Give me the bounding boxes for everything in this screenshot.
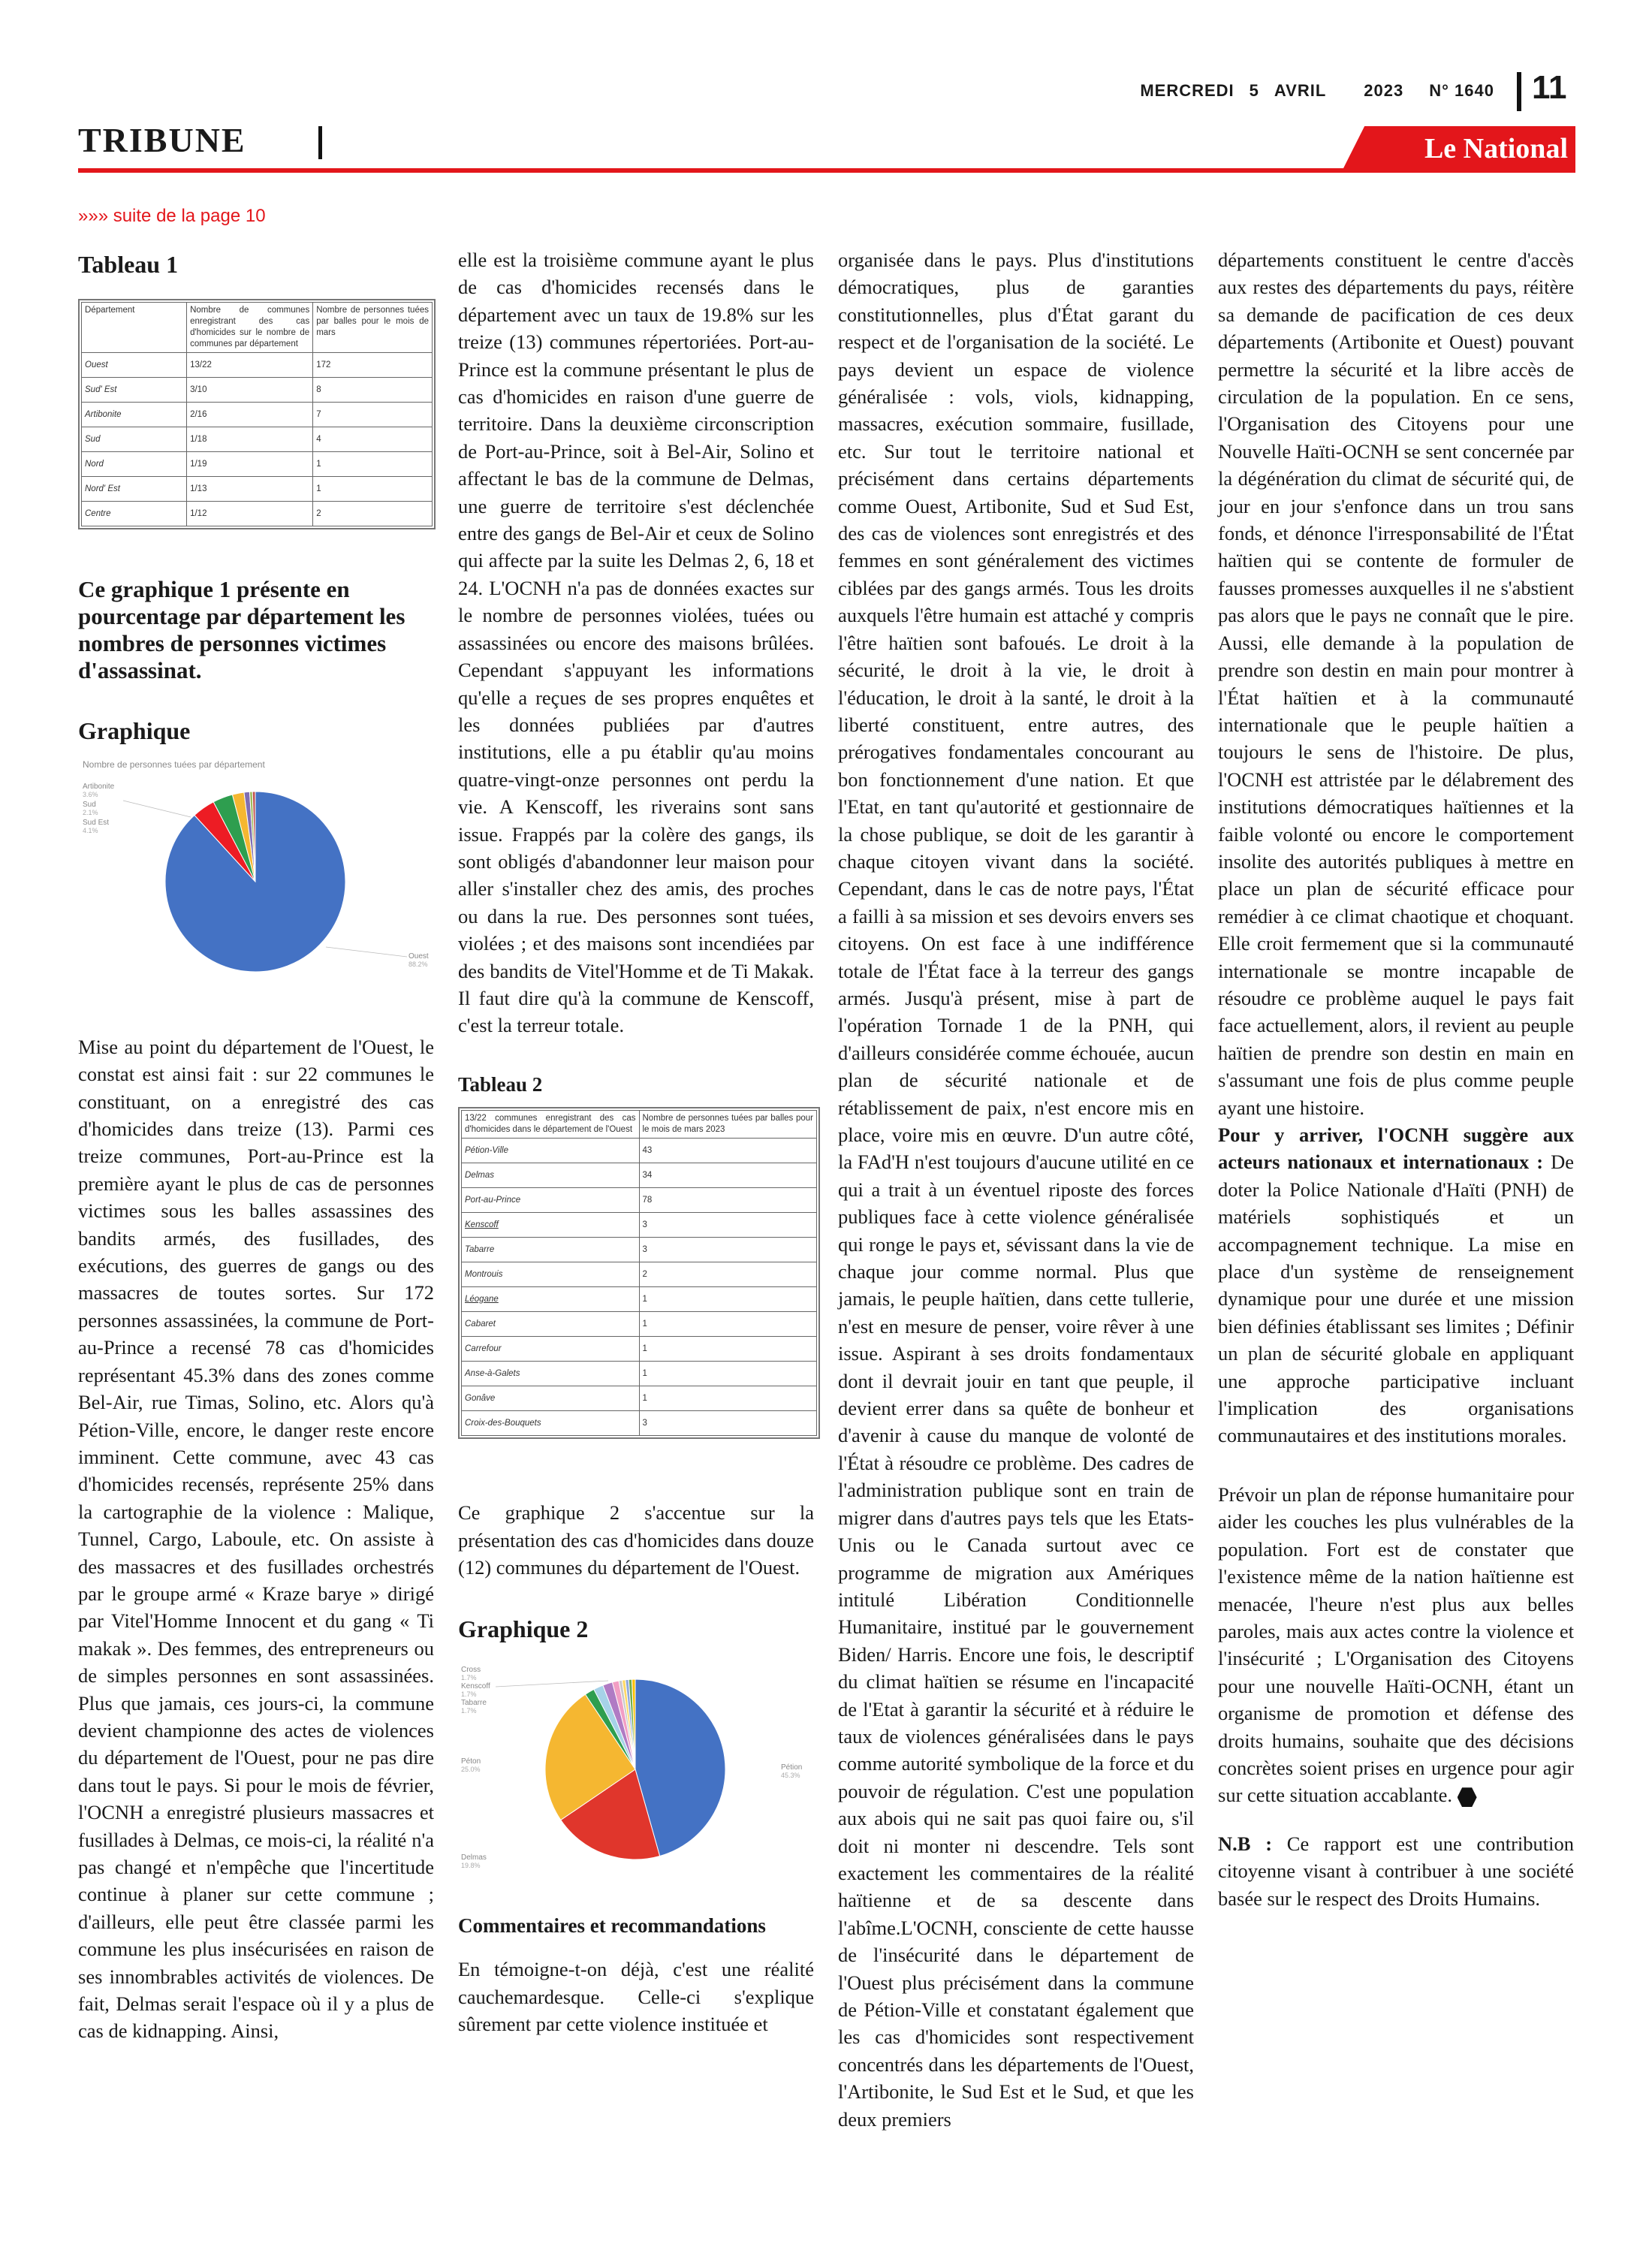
table1-cell: Sud' Est — [82, 378, 187, 403]
table1-cell: 1/13 — [187, 477, 313, 502]
table2-cell: 78 — [639, 1188, 817, 1213]
comments-heading: Commentaires et recommandations — [458, 1914, 766, 1937]
table1-cell: 172 — [313, 353, 433, 378]
col4-paragraph-3-text: Prévoir un plan de réponse humanitaire pour aider les couches les plus vulnérables de la population. Fort est de constater que l'existence même de la nation haïtienne est menacée, l'heure n'est plus aux belles paroles, mais aux actes contre la violence et l'insécurité ; L'Organisation des Citoyens pour une nouvelle Haïti-OCNH, étant un organisme de promotion et défense des droits humains, souhaite que des décisions concrètes soient prises en urgence pour agir sur cette situation accablante. — [1218, 1482, 1574, 1807]
table1 — [81, 302, 433, 526]
table2-cell: 1 — [639, 1362, 817, 1386]
col4-paragraph-3 — [1218, 1481, 1574, 1809]
issue-date-num: 5 — [1249, 81, 1259, 100]
section-title: TRIBUNE — [78, 121, 246, 159]
chart2-caption: Ce graphique 2 s'accentue sur la présentation des cas d'homicides dans douze (12) communes du département de l'Ouest. — [458, 1501, 814, 1579]
table2-cell: Cabaret — [462, 1312, 640, 1337]
table2-cell: Tabarre — [462, 1238, 640, 1262]
chart1-title: Nombre de personnes tuées par département — [83, 759, 265, 770]
col4-recommendations-text: De doter la Police Nationale d'Haïti (PNH) de matériels sophistiqués et un accompagnement technique. La mise en place d'un système de renseignement dynamique pour une durée et une mission bien définies établissant ses limites ; Définir un plan de sécurité globale en appliquant une approche participative incluant l'implication des organisations communautaires et des institutions morales. — [1218, 1151, 1574, 1447]
chart2 — [458, 1657, 814, 1882]
pie-label-name: Delmas — [461, 1853, 487, 1862]
table2-cell: 3 — [639, 1213, 817, 1238]
pie-leader-line — [326, 947, 407, 957]
col3-paragraph: organisée dans le pays. Plus d'institutions démocratiques, plus de garanties constitutionnelles, plus d'État garant du respect et de l'organisation de la société. Le pays devient un espace de violence généralisée : vols, viols, kidnapping, massacres, exécution sommaire, fusillade, etc. Sur tout le territoire national et précisément dans certains départements comme Ouest, Artibonite, Sud et Sud Est, des cas de violences sont enregistrés et des femmes en sont généralement des victimes ciblées par des gangs armés. Tous les droits auxquels l'être humain est attaché y compris l'être haïtien sont bafoués. Le droit à la sécurité, le droit à la vie, le droit à l'éducation, le droit à la santé, le droit à la liberté constituent, entre autres, des prérogatives fondamentales concourant au bon fonctionnement d'une nation. Et que l'Etat, en tant qu'autorité et gestionnaire de la chose publique, se doit de les garantir à chaque citoyen vivant dans la société. Cependant, dans le cas de notre pays, l'État a failli à sa mission et ses devoirs envers ses citoyens. On est face à une indifférence totale de l'État face à la terreur des gangs armés. Jusqu'à présent, mise à part de l'opération Tornade 1 de la PNH, qui d'ailleurs considérée comme échouée, aucun plan de sécurité nationale et de rétablissement de paix, n'est encore mis en place, voire mis en œuvre. D'un autre côté, la FAd'H n'est toujours d'aucune utilité en ce qui a trait à un éventuel riposte des forces publiques face à cette violence généralisée qui ronge le pays et, sévissant dans la vie de chaque jour comme normal. Plus que jamais, le peuple haïtien, dans cette tullerie, n'est en mesure de penser, voire rêver à une issue. Aspirant à ses droits fondamentaux dont il devrait jouir en tant que peuple, il devient errer dans sa quête de bonheur et d'avenir à cause du manque de volonté de l'État à résoudre ce problème. Des cadres de l'administration publique sont en train de migrer dans d'autres pays tels que les Etats-Unis ou le Canada surtout avec ce programme de migration aux Amériques intitulé Libération Conditionnelle Humanitaire, institué par le gouvernement Biden/ Harris. Encore une fois, le descriptif du climat haïtien se résume en l'incapacité de l'Etat à garantir la sécurité et à réduire le taux de violences généralisées dans le pays comme autorité symbolique de la force et du pouvoir de régulation. C'est une population aux abois qui ne sait pas quoi faire ou, s'il doit ni monter ni descendre. Tels sont exactement les commentaires de la réalité haïtienne et de sa descente dans l'abîme.L'OCNH, consciente de cette hausse de l'insécurité dans le département de l'Ouest plus précisément dans la commune de Pétion-Ville et constatant également que les cas d'homicides sont respectivement concentrés dans les départements de l'Ouest, l'Artibonite, le Sud Est et le Sud, et que les deux premiers — [838, 249, 1194, 2131]
table1-cell: 13/22 — [187, 353, 313, 378]
table1-header: Nombre de communes enregistrant des cas d'homicides sur le nombre de communes par département — [187, 303, 313, 353]
table1-title: Tableau 1 — [78, 251, 179, 278]
chart1-svg — [78, 756, 434, 981]
chart1-heading: Graphique — [78, 717, 191, 745]
table2-cell: 1 — [639, 1287, 817, 1312]
table1-header: Département — [82, 303, 187, 353]
table2-wrap — [458, 1107, 820, 1439]
table1-cell: Ouest — [82, 353, 187, 378]
col4-paragraph-1: départements constituent le centre d'accès aux restes des départements du pays, réitère sa demande de pacification de ces deux départements (Artibonite et Ouest) pouvant permettre la sécurité et la libre accès de circulation de la population. En ce sens, l'Organisation des Citoyens pour une Nouvelle Haïti-OCNH se sent concernée par la dégénération du climat de sécurité qui, de jour en jour s'enfonce dans un trou sans fonds, et dénonce l'irresponsabilité de l'État haïtien qui se contente de formuler de fausses promesses auxquelles il ne s'abstient pas alors que le pays ne connaît que le pire. Aussi, elle demande à la population de prendre son destin en main pour montrer à l'État haïtien et à la communauté internationale que le peuple haïtien a toujours le sens de l'histoire. De plus, l'OCNH est attristée par le délabrement des institutions démocratiques haïtiennes et la faible volonté ou encore le comportement insolite des autorités publiques à mettre en place un plan de sécurité efficace pour remédier à ce climat chaotique et choquant. Elle croit fermement que si la communauté internationale se montre incapable de résoudre ce problème auquel le pays fait face actuellement, alors, il revient au peuple haïtien de prendre son destin en main en s'assumant une fois de plus comme peuple ayant une histoire. — [1218, 249, 1574, 1119]
end-mark-icon — [1458, 1787, 1477, 1807]
pie-label-name: Sud — [83, 800, 96, 809]
pie-label-value: 3.6% — [83, 790, 98, 798]
table1-cell: 1/18 — [187, 427, 313, 452]
issue-date — [1074, 81, 1494, 101]
issue-year: 2023 — [1364, 81, 1404, 100]
nb-text: Ce rapport est une contribution citoyenne visant à contribuer à une société basée sur le respect des Droits Humains. — [1218, 1832, 1575, 1910]
pie-label-value: 1.7% — [461, 1690, 477, 1698]
table1-cell: Nord — [82, 452, 187, 477]
column-1 — [78, 246, 434, 2045]
brand-name: Le National — [1424, 133, 1568, 164]
table1-cell: 4 — [313, 427, 433, 452]
section-divider — [318, 126, 322, 159]
page-number: 11 — [1532, 69, 1567, 106]
table2-cell: 3 — [639, 1411, 817, 1436]
table1-cell: 1/19 — [187, 452, 313, 477]
pie-label-value: 45.3% — [781, 1771, 800, 1779]
pie-label-name: Tabarre — [461, 1698, 487, 1707]
col1-paragraph: Mise au point du département de l'Ouest, le constat est ainsi fait : sur 22 communes le constituant, on a enregistré des cas d'homicides dans treize (13). Parmi ces treize communes, Port-au-Prince est la première ayant le plus de cas de personnes victimes sous les balles assassines des bandits armés, des fusillades, des exécutions, des guerres de gangs ou des massacres de toutes sortes. Sur 172 personnes assassinées, la commune de Port-au-Prince a recensé 78 cas d'homicides représentant 45.3% dans des zones comme Bel-Air, rue Timas, Solino, etc. Alors qu'à Pétion-Ville, encore, le danger reste encore imminent. Cette commune, avec 43 cas d'homicides recensés, représente 25% dans la cartographie de la violence : Malique, Tunnel, Cargo, Laboule, etc. On assiste à des massacres et des fusillades orchestrés par le groupe armé « Kraze barye » dirigé par Vitel'Homme Innocent et du gang « Ti makak ». Des femmes, des entrepreneurs ou de simples personnes en sont assassinées. Plus que jamais, ces jours-ci, la commune devient championne des actes de violences du département de l'Ouest, pour ne pas dire dans tout le pays. Si pour le mois de février, l'OCNH a enregistré plusieurs massacres et fusillades à Delmas, ce mois-ci, la réalité n'a pas changé et n'empêche que l'incertitude continue à planer sur cette commune ; d'ailleurs, elle peut être classée parmi les commune les plus insécurisées en raison de ses innombrables activités de violences. De fait, Delmas serait l'espace où il y a plus de cas de kidnapping. Ainsi, — [78, 1035, 434, 2043]
table2-cell: 43 — [639, 1139, 817, 1163]
table2-cell: Gonâve — [462, 1386, 640, 1411]
table2-cell: Port-au-Prince — [462, 1188, 640, 1213]
pie-label-name: Ouest — [408, 952, 429, 961]
table2-cell: Pétion-Ville — [462, 1139, 640, 1163]
pie-label-value: 19.8% — [461, 1861, 481, 1869]
pie-label-value: 25.0% — [461, 1765, 481, 1773]
pie-label-value: 2.1% — [83, 808, 98, 816]
issue-month: AVRIL — [1274, 81, 1327, 100]
table2-cell: Croix-des-Bouquets — [462, 1411, 640, 1436]
table2-cell: Léogane — [462, 1287, 640, 1312]
chart1-caption: Ce graphique 1 présente en pourcentage par département les nombres de personnes victimes d'assassinat. — [78, 576, 405, 684]
table1-cell: 3/10 — [187, 378, 313, 403]
pie-label-name: Cross — [461, 1665, 481, 1674]
table1-cell: Centre — [82, 502, 187, 526]
column-3 — [838, 246, 1194, 2133]
header-divider — [1517, 72, 1521, 111]
pie-label-name: Pétion — [781, 1763, 803, 1772]
pie-label-value: 1.7% — [461, 1673, 477, 1681]
table2-cell: Kenscoff — [462, 1213, 640, 1238]
pie-label-name: Kenscoff — [461, 1681, 490, 1691]
table1-wrap — [78, 299, 436, 529]
table2-cell: Anse-à-Galets — [462, 1362, 640, 1386]
pie-label-name: Péton — [461, 1757, 481, 1766]
table1-cell: 1/12 — [187, 502, 313, 526]
table2-cell: 1 — [639, 1337, 817, 1362]
nb-note — [1218, 1830, 1574, 1912]
nb-label: N.B : — [1218, 1832, 1273, 1855]
table2 — [461, 1110, 817, 1436]
col2-end-paragraph: En témoigne-t-on déjà, c'est une réalité cauchemardesque. Celle-ci s'explique sûrement par cette violence instituée et — [458, 1958, 814, 2036]
pie-label-name: Sud Est — [83, 818, 110, 827]
table1-cell: Artibonite — [82, 403, 187, 427]
chart1 — [78, 756, 434, 981]
pie-label-value: 1.7% — [461, 1706, 477, 1715]
pie-label-value: 88.2% — [408, 960, 428, 968]
table1-cell: Nord' Est — [82, 477, 187, 502]
table1-cell: 2 — [313, 502, 433, 526]
pie-label-name: Artibonite — [83, 782, 115, 791]
col4-recommendations-lead: Pour y arriver, l'OCNH suggère aux acteurs nationaux et internationaux : — [1218, 1123, 1574, 1174]
pie-label-value: 4.1% — [83, 826, 98, 834]
table2-cell: Carrefour — [462, 1337, 640, 1362]
table2-cell: 1 — [639, 1312, 817, 1337]
table2-header: 13/22 communes enregistrant des cas d'homicides dans le département de l'Ouest — [462, 1111, 640, 1139]
table2-header: Nombre de personnes tuées par balles pour le mois de mars 2023 — [639, 1111, 817, 1139]
issue-day: MERCREDI — [1140, 81, 1234, 100]
table1-header: Nombre de personnes tuées par balles pour le mois de mars — [313, 303, 433, 353]
pie-leader-line — [496, 1681, 608, 1687]
col2-paragraph: elle est la troisième commune ayant le plus de cas d'homicides recensés dans le département avec un taux de 19.8% sur les treize (13) communes répertoriées. Port-au-Prince est la commune présentant le plus de cas d'homicides en raison d'une guerre de territoire. Dans la deuxième circonscription de Port-au-Prince, soit à Bel-Air, Solino et affectant le bas de la commune de Delmas, une guerre de territoire s'est déclenchée entre des gangs de Bel-Air et ceux de Solino qui affecte par la suite les Delmas 2, 6, 18 et 24. L'OCNH n'a pas de données exactes sur le nombre de personnes violées, tuées ou assassinées ou encore des maisons brûlées. Cependant s'appuyant les informations qu'elle a reçues de ses propres enquêtes et les données publiées par d'autres institutions, elle a pu établir qu'au moins quatre-vingt-onze personnes ont perdu la vie. A Kenscoff, les riverains sont sans issue. Frappés par la colère des gangs, ils sont obligés d'abandonner leur maison pour aller s'installer chez des amis, des proches ou dans la rue. Des personnes sont tuées, violées ; et des maisons sont incendiées par des bandits de Vitel'Homme et de Ti Makak. Il faut dire qu'à la commune de Kenscoff, c'est la terreur totale. — [458, 249, 814, 1037]
chart2-heading: Graphique 2 — [458, 1615, 589, 1643]
table2-cell: 1 — [639, 1386, 817, 1411]
table1-cell: 1 — [313, 452, 433, 477]
table2-cell: 34 — [639, 1163, 817, 1188]
pie-leader-line — [123, 801, 191, 817]
issue-number: N° 1640 — [1429, 81, 1494, 100]
table1-cell: 8 — [313, 378, 433, 403]
table2-cell: 2 — [639, 1262, 817, 1287]
continued-from: »»» suite de la page 10 — [78, 206, 266, 226]
table2-cell: Montrouis — [462, 1262, 640, 1287]
table2-cell: 3 — [639, 1238, 817, 1262]
table1-cell: 7 — [313, 403, 433, 427]
table1-cell: Sud — [82, 427, 187, 452]
chart2-svg — [458, 1657, 814, 1882]
column-2 — [458, 246, 814, 2037]
table2-title: Tableau 2 — [458, 1072, 543, 1096]
table2-cell: Delmas — [462, 1163, 640, 1188]
column-4 — [1218, 246, 1574, 1912]
table1-cell: 1 — [313, 477, 433, 502]
col4-recommendations — [1218, 1121, 1574, 1449]
table1-cell: 2/16 — [187, 403, 313, 427]
